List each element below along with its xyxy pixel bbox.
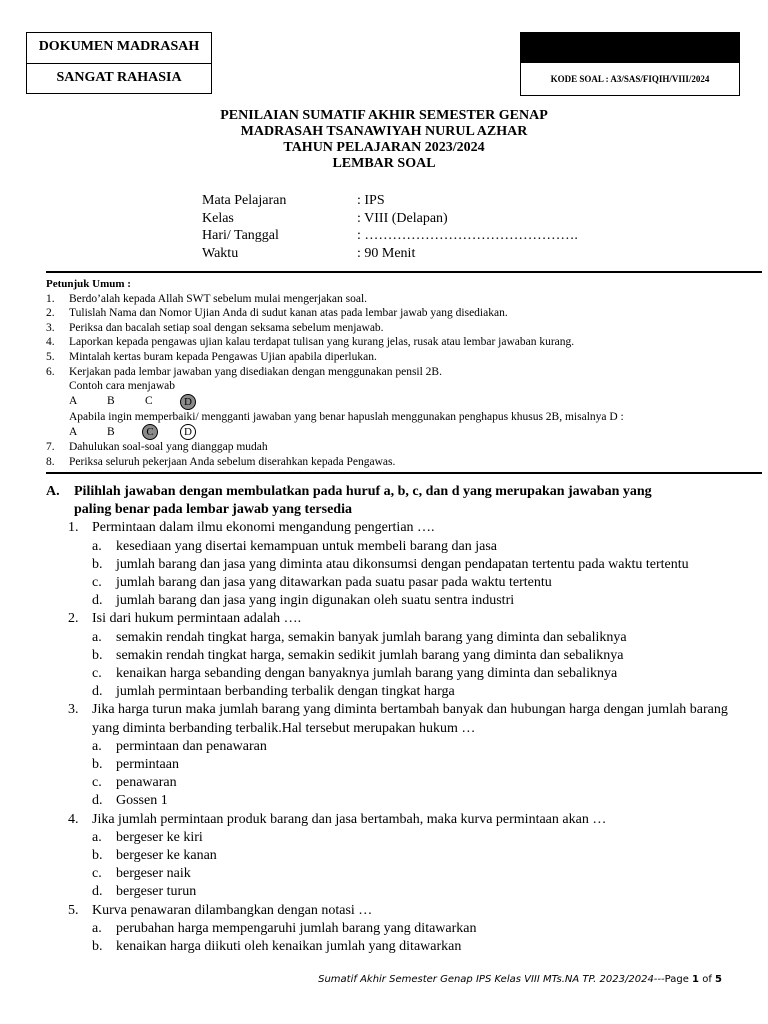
answer-text: perubahan harga mempengaruhi jumlah barang yang ditawarkan xyxy=(116,920,477,936)
section-line-1: Pilihlah jawaban dengan membulatkan pada huruf a, b, c, dan d yang merupakan jawaban yang xyxy=(74,484,652,499)
instruction-text: Dahulukan soal-soal yang dianggap mudah xyxy=(69,441,268,454)
answer-option xyxy=(46,629,736,647)
answer-letter: a. xyxy=(92,829,102,845)
answer-text: bergeser naik xyxy=(116,866,191,882)
document-label-box xyxy=(26,32,212,94)
answer-letter: d. xyxy=(92,793,103,809)
example-option-d-filled: D xyxy=(180,394,196,410)
question-number: 1. xyxy=(68,520,79,536)
exam-title xyxy=(0,108,768,172)
page-footer xyxy=(318,974,722,985)
instructions-heading: Petunjuk Umum : xyxy=(46,278,131,290)
answer-option xyxy=(46,792,736,810)
info-value: : ………………………………………. xyxy=(357,228,578,243)
question-number: 3. xyxy=(68,702,79,718)
instruction-number: 2. xyxy=(46,307,55,320)
footer-page-label: Page xyxy=(664,974,689,985)
correction-note: Apabila ingin memperbaiki/ mengganti jawaban yang benar hapuslah menggunakan penghapus khusus 2B, misalnya D : xyxy=(69,410,624,423)
answer-letter: c. xyxy=(92,775,102,791)
answer-option xyxy=(46,738,736,756)
answer-text: Gossen 1 xyxy=(116,793,168,809)
instruction-item xyxy=(46,350,762,365)
question-item xyxy=(46,610,736,628)
answer-option xyxy=(46,683,736,701)
info-row xyxy=(202,210,578,228)
question-text: Permintaan dalam ilmu ekonomi mengandung pengertian …. xyxy=(92,520,435,536)
instruction-number: 4. xyxy=(46,336,55,349)
instruction-text: Periksa dan bacalah setiap soal dengan seksama sebelum menjawab. xyxy=(69,321,384,334)
instruction-number: 3. xyxy=(46,321,55,334)
answer-letter: a. xyxy=(92,920,102,936)
divider-bottom xyxy=(46,472,762,474)
question-text: Isi dari hukum permintaan adalah …. xyxy=(92,611,302,627)
divider-top xyxy=(46,271,762,273)
answer-letter: d. xyxy=(92,884,103,900)
answer-option xyxy=(46,538,736,556)
example-label: Contoh cara menjawab xyxy=(69,380,176,393)
answer-option xyxy=(46,592,736,610)
info-value: : 90 Menit xyxy=(357,245,416,261)
example-option-a: A xyxy=(69,395,78,408)
correction-example xyxy=(46,424,762,440)
instruction-item xyxy=(46,365,762,380)
answer-letter: b. xyxy=(92,848,103,864)
answer-letter: c. xyxy=(92,866,102,882)
general-instructions xyxy=(46,277,762,470)
answer-text: jumlah permintaan berbanding terbalik dengan tingkat harga xyxy=(116,684,455,700)
info-row xyxy=(202,227,578,245)
answer-letter: c. xyxy=(92,666,102,682)
title-line-4: LEMBAR SOAL xyxy=(332,156,436,171)
instruction-number: 8. xyxy=(46,455,55,468)
answer-text: permintaan dan penawaran xyxy=(116,738,267,754)
answer-option xyxy=(46,829,736,847)
info-label: Mata Pelajaran xyxy=(202,193,287,208)
answer-option xyxy=(46,920,736,938)
answer-letter: b. xyxy=(92,757,103,773)
answer-text: jumlah barang dan jasa yang ditawarkan pada suatu pasar pada waktu tertentu xyxy=(116,575,552,591)
answer-text: jumlah barang dan jasa yang diminta atau dikonsumsi dengan pendapatan tertentu pada waktu tertentu xyxy=(116,556,689,572)
answer-option xyxy=(46,556,736,574)
document-label: DOKUMEN MADRASAH xyxy=(38,39,200,54)
example-answer xyxy=(46,394,762,410)
instruction-item xyxy=(46,306,762,321)
answer-text: bergeser ke kiri xyxy=(116,829,203,845)
footer-text: Sumatif Akhir Semester Genap IPS Kelas VIII MTs.NA TP. 2023/2024--- xyxy=(318,974,665,985)
section-instruction xyxy=(46,483,736,519)
title-line-2: MADRASAH TSANAWIYAH NURUL AZHAR xyxy=(240,124,528,139)
info-value: : IPS xyxy=(357,193,385,208)
answer-option xyxy=(46,847,736,865)
instruction-item xyxy=(46,455,762,470)
correction-option-a: A xyxy=(69,426,78,439)
answer-text: penawaran xyxy=(116,775,177,791)
answer-option xyxy=(46,774,736,792)
answer-text: kenaikan harga sebanding dengan banyaknya jumlah barang yang diminta dan sebaliknya xyxy=(116,666,618,682)
instruction-item xyxy=(46,292,762,307)
confidential-label: SANGAT RAHASIA xyxy=(27,63,211,94)
answer-letter: a. xyxy=(92,629,102,645)
question-number: 5. xyxy=(68,902,79,918)
answer-letter: d. xyxy=(92,593,103,609)
black-band xyxy=(521,33,739,63)
question-text: Jika harga turun maka jumlah barang yang diminta bertambah banyak dan hubungan harga dengan jumlah barang yang diminta berbanding terbalik.Hal tersebut merupakan hukum … xyxy=(92,702,728,736)
correction-option-b: B xyxy=(107,426,115,439)
instruction-number: 6. xyxy=(46,365,55,378)
instruction-number: 1. xyxy=(46,292,55,305)
info-value: : VIII (Delapan) xyxy=(357,210,448,226)
info-row xyxy=(202,245,578,263)
example-option-c: C xyxy=(145,395,153,408)
exam-code: KODE SOAL : A3/SAS/FIQIH/VIII/2024 xyxy=(550,74,710,84)
instruction-item xyxy=(46,335,762,350)
answer-text: kesediaan yang disertai kemampuan untuk membeli barang dan jasa xyxy=(116,538,497,554)
answer-text: bergeser turun xyxy=(116,884,197,900)
instruction-text: Periksa seluruh pekerjaan Anda sebelum diserahkan kepada Pengawas. xyxy=(69,455,396,468)
info-row xyxy=(202,192,578,210)
instruction-text: Mintalah kertas buram kepada Pengawas Ujian apabila diperlukan. xyxy=(69,350,377,363)
instruction-number: 5. xyxy=(46,350,55,363)
answer-option xyxy=(46,665,736,683)
section-line-2: paling benar pada lembar jawab yang tersedia xyxy=(74,502,352,518)
instruction-text: Kerjakan pada lembar jawaban yang disediakan dengan menggunakan pensil 2B. xyxy=(69,365,442,378)
answer-option xyxy=(46,574,736,592)
answer-text: permintaan xyxy=(116,757,179,773)
answer-letter: b. xyxy=(92,556,103,572)
answer-letter: a. xyxy=(92,538,102,554)
instruction-item xyxy=(46,321,762,336)
footer-page-total: 5 xyxy=(715,974,722,985)
title-line-3: TAHUN PELAJARAN 2023/2024 xyxy=(283,140,485,155)
answer-option xyxy=(46,865,736,883)
info-label: Waktu xyxy=(202,245,239,261)
exam-code-box xyxy=(520,32,740,96)
example-option-b: B xyxy=(107,395,115,408)
answer-option xyxy=(46,883,736,901)
question-number: 4. xyxy=(68,811,79,827)
instruction-number: 7. xyxy=(46,441,55,454)
instruction-text: Laporkan kepada pengawas ujian kalau terdapat tulisan yang kurang jelas, rusak atau lembar jawaban kurang. xyxy=(69,336,575,349)
instruction-item xyxy=(46,440,762,455)
question-item xyxy=(46,701,736,737)
answer-text: bergeser ke kanan xyxy=(116,848,217,864)
correction-option-c-filled: C xyxy=(142,424,158,440)
answer-letter: c. xyxy=(92,575,102,591)
question-section xyxy=(46,483,736,956)
answer-option xyxy=(46,647,736,665)
info-label: Kelas xyxy=(202,210,234,226)
info-label: Hari/ Tanggal xyxy=(202,228,279,243)
instruction-text: Tulislah Nama dan Nomor Ujian Anda di sudut kanan atas pada lembar jawab yang disediakan. xyxy=(69,307,508,320)
title-line-1: PENILAIAN SUMATIF AKHIR SEMESTER GENAP xyxy=(220,108,548,123)
answer-text: kenaikan harga diikuti oleh kenaikan jumlah yang ditawarkan xyxy=(116,939,462,955)
answer-letter: a. xyxy=(92,738,102,754)
answer-option xyxy=(46,756,736,774)
question-item xyxy=(46,902,736,920)
answer-letter: b. xyxy=(92,647,103,663)
answer-letter: b. xyxy=(92,939,103,955)
question-item xyxy=(46,811,736,829)
instruction-text: Berdo’alah kepada Allah SWT sebelum mulai mengerjakan soal. xyxy=(69,292,368,305)
footer-of: of xyxy=(702,974,712,985)
answer-option xyxy=(46,938,736,956)
answer-text: semakin rendah tingkat harga, semakin banyak jumlah barang yang diminta dan sebaliknya xyxy=(116,629,627,645)
question-text: Jika jumlah permintaan produk barang dan jasa bertambah, maka kurva permintaan akan … xyxy=(92,811,607,827)
question-text: Kurva penawaran dilambangkan dengan notasi … xyxy=(92,902,373,918)
correction-option-d-erased: D xyxy=(180,424,196,440)
section-number: A. xyxy=(46,484,60,499)
answer-text: semakin rendah tingkat harga, semakin sedikit jumlah barang yang diminta dan sebaliknya xyxy=(116,647,624,663)
question-item xyxy=(46,519,736,537)
answer-text: jumlah barang dan jasa yang ingin digunakan oleh suatu sentra industri xyxy=(116,593,515,609)
footer-page-number: 1 xyxy=(692,974,700,985)
answer-letter: d. xyxy=(92,684,103,700)
exam-info xyxy=(202,192,578,262)
question-number: 2. xyxy=(68,611,79,627)
